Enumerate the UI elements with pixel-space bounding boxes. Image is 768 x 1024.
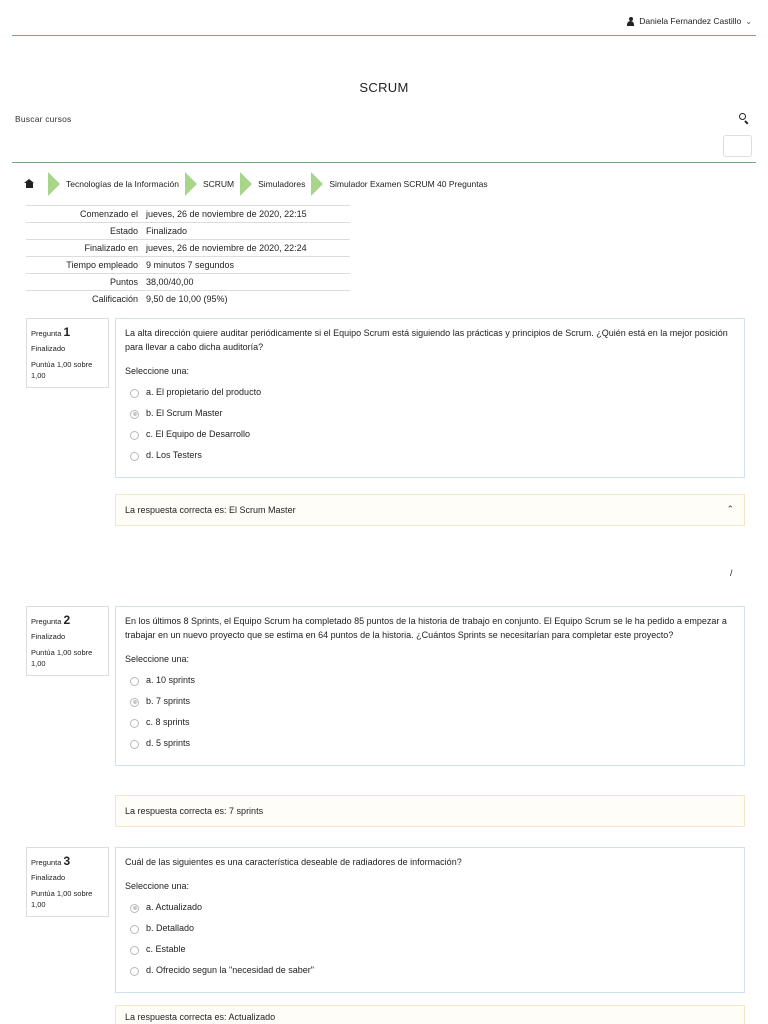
breadcrumb-separator <box>311 172 323 196</box>
answer-option[interactable] <box>125 713 735 734</box>
radio-button[interactable] <box>130 967 139 976</box>
summary-label: Finalizado en <box>26 240 142 257</box>
breadcrumb-separator <box>240 172 252 196</box>
search-icon[interactable] <box>738 112 750 124</box>
top-navbar <box>12 0 756 36</box>
answer-option[interactable] <box>125 919 735 940</box>
radio-button[interactable] <box>130 452 139 461</box>
question-state: Finalizado <box>31 873 66 883</box>
question-content-2 <box>115 606 745 766</box>
answer-option[interactable] <box>125 898 735 919</box>
user-name[interactable]: Daniela Fernandez Castillo <box>639 16 742 26</box>
breadcrumb-item-category[interactable]: Tecnologías de la Información <box>66 179 179 189</box>
radio-button[interactable] <box>130 677 139 686</box>
question-state: Finalizado <box>31 632 66 642</box>
breadcrumb <box>22 172 494 196</box>
breadcrumb-separator <box>185 172 197 196</box>
chevron-up-icon[interactable]: ⌃ <box>726 504 734 514</box>
header-divider <box>12 162 756 163</box>
answer-option[interactable] <box>125 425 735 446</box>
answer-option[interactable] <box>125 692 735 713</box>
summary-label: Comenzado el <box>26 206 142 223</box>
summary-row <box>26 240 350 257</box>
answer-label: a. 10 sprints <box>146 675 196 686</box>
summary-value: jueves, 26 de noviembre de 2020, 22:24 <box>142 240 350 257</box>
attempt-summary-table <box>26 205 350 308</box>
summary-value: Finalizado <box>142 223 350 240</box>
answer-label: b. 7 sprints <box>146 696 191 707</box>
radio-button[interactable] <box>130 740 139 749</box>
correct-answer-text: La respuesta correcta es: El Scrum Master <box>125 505 296 515</box>
summary-row <box>26 257 350 274</box>
breadcrumb-separator <box>48 172 60 196</box>
radio-button-selected[interactable] <box>130 904 139 913</box>
answer-label: d. 5 sprints <box>146 738 191 749</box>
summary-row <box>26 274 350 291</box>
question-text: La alta dirección quiere auditar periódicamente si el Equipo Scrum está siguiendo las prácticas y principios de Scrum. ¿Quién está en la mejor posición para llevar a cabo dicha auditoría? <box>125 328 728 352</box>
radio-button-selected[interactable] <box>130 410 139 419</box>
summary-label: Estado <box>26 223 142 240</box>
answer-label: d. Los Testers <box>146 450 202 461</box>
question-grade: Puntúa 1,00 sobre 1,00 <box>31 360 93 381</box>
question-prompt: Seleccione una: <box>125 653 190 664</box>
answer-option[interactable] <box>125 961 735 982</box>
answer-option[interactable] <box>125 383 735 404</box>
question-number: Pregunta 2 <box>31 613 71 627</box>
search-courses-label: Buscar cursos <box>15 114 72 124</box>
question-info-2 <box>26 606 109 676</box>
question-info-1 <box>26 318 109 388</box>
question-number: Pregunta 1 <box>31 325 71 339</box>
answer-label: b. Detallado <box>146 923 195 934</box>
question-prompt: Seleccione una: <box>125 880 190 891</box>
answer-label: c. El Equipo de Desarrollo <box>146 429 251 440</box>
question-content-1 <box>115 318 745 478</box>
question-text: En los últimos 8 Sprints, el Equipo Scrum ha completado 85 puntos de la historia de trabajo en conjunto. El Equipo Scrum se le ha pedido a empezar a trabajar en un nuevo proyecto que se estima en 64 puntos de la historia. ¿Cuántos Sprints se necesitarían para completar este proyecto? <box>125 616 727 640</box>
answer-option[interactable] <box>125 671 735 692</box>
radio-button[interactable] <box>130 946 139 955</box>
question-prompt: Seleccione una: <box>125 365 190 376</box>
question-state: Finalizado <box>31 344 66 354</box>
summary-value: 9 minutos 7 segundos <box>142 257 350 274</box>
answer-label: c. 8 sprints <box>146 717 190 728</box>
feedback-box-2 <box>115 795 745 827</box>
answer-option[interactable] <box>125 404 735 425</box>
correct-answer-text: La respuesta correcta es: 7 sprints <box>125 806 264 816</box>
answer-option[interactable] <box>125 446 735 467</box>
summary-label: Calificación <box>26 291 142 308</box>
question-number: Pregunta 3 <box>31 854 71 868</box>
radio-button[interactable] <box>130 431 139 440</box>
question-grade: Puntúa 1,00 sobre 1,00 <box>31 889 93 910</box>
search-input[interactable] <box>723 135 752 157</box>
chevron-down-icon[interactable]: ⌄ <box>745 16 752 26</box>
feedback-box-3 <box>115 1005 745 1024</box>
answer-label: b. El Scrum Master <box>146 408 223 419</box>
summary-value: jueves, 26 de noviembre de 2020, 22:15 <box>142 206 350 223</box>
breadcrumb-item-course[interactable]: SCRUM <box>202 179 235 189</box>
stray-slash: / <box>730 568 733 578</box>
summary-value: 38,00/40,00 <box>142 274 350 291</box>
radio-button[interactable] <box>130 925 139 934</box>
answer-option[interactable] <box>125 734 735 755</box>
summary-value: 9,50 de 10,00 (95%) <box>142 291 350 308</box>
summary-label: Puntos <box>26 274 142 291</box>
summary-row <box>26 206 350 223</box>
course-title: SCRUM <box>359 80 409 95</box>
answer-label: a. Actualizado <box>146 902 203 913</box>
question-info-3 <box>26 847 109 917</box>
summary-label: Tiempo empleado <box>26 257 142 274</box>
answer-option[interactable] <box>125 940 735 961</box>
radio-button-selected[interactable] <box>130 698 139 707</box>
question-content-3 <box>115 847 745 993</box>
question-text: Cuál de las siguientes es una característica deseable de radiadores de información? <box>125 857 462 867</box>
user-menu[interactable] <box>626 16 752 26</box>
home-icon[interactable] <box>24 179 34 189</box>
summary-row <box>26 291 350 308</box>
correct-answer-text: La respuesta correcta es: Actualizado <box>125 1012 276 1022</box>
answer-label: a. El propietario del producto <box>146 387 262 398</box>
breadcrumb-item-section[interactable]: Simuladores <box>258 179 306 189</box>
feedback-box-1 <box>115 494 745 526</box>
radio-button[interactable] <box>130 719 139 728</box>
question-grade: Puntúa 1,00 sobre 1,00 <box>31 648 93 669</box>
radio-button[interactable] <box>130 389 139 398</box>
user-icon <box>626 17 635 26</box>
summary-row <box>26 223 350 240</box>
answer-label: d. Ofrecido segun la "necesidad de saber" <box>146 965 314 976</box>
breadcrumb-item-quiz[interactable]: Simulador Examen SCRUM 40 Preguntas <box>329 179 488 189</box>
answer-label: c. Estable <box>146 944 186 955</box>
